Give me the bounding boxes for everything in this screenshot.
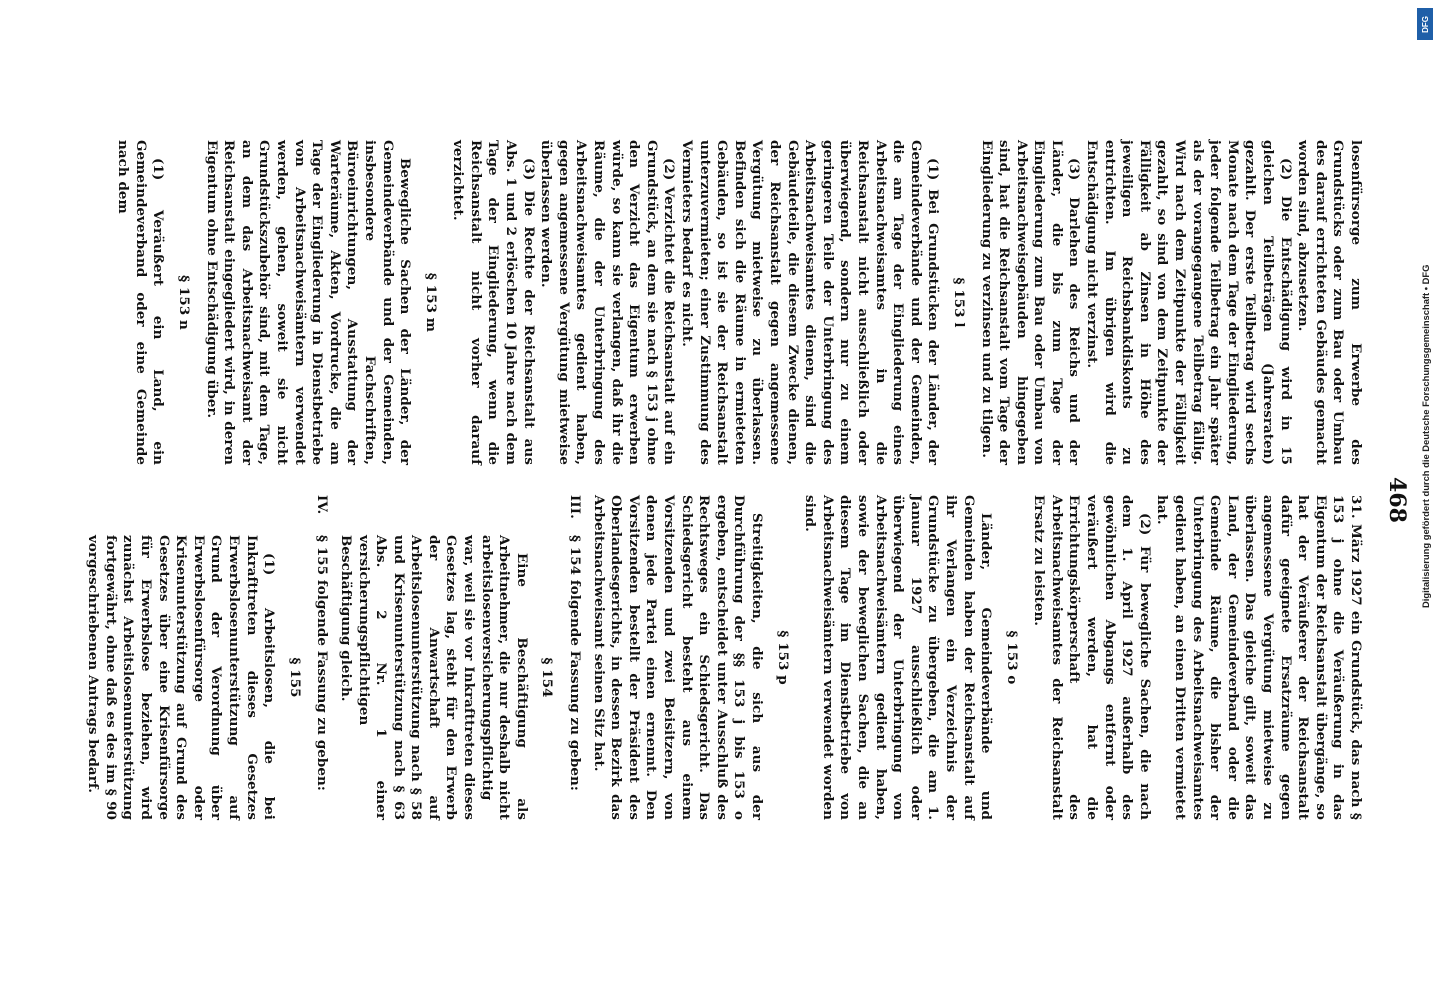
paragraph: (3) Darlehen des Reichs und der Länder, die bis zum Tage der Eingliederung zum Bau oder Umbau von Arbeitsnachweisgebäuden hingegeben sind, hat die Reichsanstalt vom Tage der Eingliederung zu verzinsen und zu tilgen. (978, 140, 1083, 465)
right-column (74, 495, 1364, 820)
paragraph: (1) Arbeitslosen, die bei Inkrafttreten dieses Gesetzes Erwerbslosenunterstützung auf Grund der Verordnung über Erwerbslosenfürsorge oder Krisenunterstützung auf Grund des Gesetzes über eine Krisenfürsorge für Erwerbslose beziehen, wird zunächst Arbeitslosenunterstützung fortgewährt, ohne daß es des im § 90 vorgeschriebenen Antrags bedarf. (85, 535, 278, 820)
paragraph: (3) Die Rechte der Reichsanstalt aus Abs. 1 und 2 erlöschen 10 Jahre nach dem Tage der Eingliederung, wenn die Reichsanstalt nicht vorher darauf verzichtet. (450, 140, 537, 465)
section-heading: § 153 m (422, 272, 439, 333)
digitization-note: Digitalisierung gefördert durch die Deutsche Forschungsgemeinschaft • DFG (1420, 264, 1431, 608)
item-number: III. (567, 495, 584, 519)
paragraph: (1) Veräußert ein Land, ein Gemeindeverband oder eine Gemeinde nach dem (115, 140, 167, 465)
section-heading: § 153 o (1003, 630, 1020, 685)
section-heading: § 153 l (950, 277, 967, 328)
section-heading: § 153 n (176, 275, 192, 330)
paragraph: Länder, Gemeindeverbände und Gemeinden haben der Reichsanstalt auf ihr Verlangen ein Verzeichnis der Grundstücke zu übergeben, die am 1. Januar 1927 ausschließlich oder überwiegend der Unterbringung von Arbeitsnachweisämtern gedient haben, sowie der beweglichen Sachen, die an diesem Tage im Dienstbetriebe von Arbeitsnachweisämtern verwendet worden sind. (802, 495, 995, 820)
paragraph: Streitigkeiten, die sich aus der Durchführung der §§ 153 j bis 153 o ergeben, entscheidet unter Ausschluß des Rechtsweges ein Schiedsgericht. Das Schiedsgericht besteht aus einem Vorsitzenden und zwei Beisitzern, von denen jede Partei einen ernennt. Den Vorsitzenden bestellt der Präsident des Oberlandesgerichts, in dessen Bezirk das Arbeitsnachweisamt seinen Sitz hat. (590, 495, 765, 820)
paragraph: losenfürsorge zum Erwerbe des Grundstücks oder zum Bau oder Umbau des darauf errichteten Gebäudes gemacht worden sind, abzusetzen. (1295, 140, 1364, 465)
section-heading: § 155 (286, 657, 303, 698)
section-heading: § 154 (539, 657, 556, 698)
paragraph: 31. März 1927 ein Grundstück, das nach § 153 j ohne die Veräußerung in das Eigentum der Reichsanstalt übergänge, so hat der Veräußerer der Reichsanstalt dafür geeignete Ersatzräume gegen angemessene Vergütung mietweise zu überlassen. Das gleiche gilt, soweit das Land, der Gemeindeverband oder die Gemeinde Räume, die bisher der Unterbringung des Arbeitsnachweisamtes gedient haben, an einen Dritten vermietet hat. (1154, 495, 1364, 820)
paragraph: Bewegliche Sachen der Länder, der Gemeindeverbände und der Gemeinden, insbesondere Fachschriften, Büroeinrichtungen, Ausstattung der Warteräume, Akten, Vordrucke, die am Tage der Eingliederung in Dienstbetriebe von Arbeitsnachweisämtern verwendet werden, gehen, soweit sie nicht Grundstückszubehör sind, mit dem Tage, an dem das Arbeitsnachweisamt der Reichsanstalt eingegliedert wird, in deren Eigentum ohne Entschädigung über. (203, 140, 414, 465)
paragraph: (1) Bei Grundstücken der Länder, der Gemeindeverbände und der Gemeinden, die am Tage der Eingliederung eines Arbeitsnachweisamtes in die Reichsanstalt nicht ausschließlich oder überwiegend, sondern nur zu einem geringeren Teile der Unterbringung des Arbeitsnachweisamtes dienen, sind die Gebäudeteile, die diesem Zwecke dienen, der Reichsanstalt gegen angemessene Vergütung mietweise zu überlassen. Befinden sich die Räume in ermieteten Gebäuden, so ist sie der Reichsanstalt unterzuvermieten; einer Zustimmung des Vermieters bedarf es nicht. (679, 140, 942, 465)
dfg-logo: DFG (1417, 8, 1433, 40)
paragraph: Eine Beschäftigung als Arbeitnehmer, die nur deshalb nicht arbeitslosenversicherungspflichtig war, weil sie vor Inkrafttreten dieses Gesetzes lag, steht für den Erwerb der Anwartschaft auf Arbeitslosenunterstützung nach § 58 und Krisenunterstützung nach § 63 Abs. 2 Nr. 1 einer versicherungspflichtigen Beschäftigung gleich. (337, 535, 530, 820)
paragraph: (2) Die Entschädigung wird in 15 gleichen Teilbeträgen (Jahresraten) gezahlt. Der erste Teilbetrag wird sechs Monate nach dem Tage der Eingliederung, jeder folgende Teilbetrag ein Jahr später als der vorangegangene Teilbetrag fällig. Wird nach dem Zeitpunkte der Fälligkeit gezahlt, so sind von dem Zeitpunkte der Fälligkeit ab Zinsen in Höhe des jeweiligen Reichsbankdiskonts zu entrichten. Im übrigen wird die Entschädigung nicht verzinst. (1084, 140, 1294, 465)
item-text: § 155 folgende Fassung zu geben: (314, 535, 331, 791)
page-number: 468 (1384, 477, 1410, 523)
paragraph: (2) Für bewegliche Sachen, die nach dem 1. April 1927 außerhalb des gewöhnlichen Abgangs entfernt oder veräußert werden, hat die Errichtungskörperschaft des Arbeitsnachweisamtes der Reichsanstalt Ersatz zu leisten. (1031, 495, 1153, 820)
item-number: IV. (314, 495, 331, 515)
amendment-item-iii (336, 495, 583, 820)
item-text: § 154 folgende Fassung zu geben: (567, 535, 584, 791)
left-column (74, 140, 1364, 465)
paragraph: (2) Verzichtet die Reichsanstalt auf ein Grundstück, an dem sie nach § 153 j ohne den Verzicht das Eigentum erwerben würde, so kann sie verlangen, daß ihr die Räume, die der Unterbringung des Arbeitsnachweisamtes gedient haben, gegen angemessene Vergütung mietweise überlassen werden. (538, 140, 678, 465)
amendment-item-iv (84, 495, 331, 820)
section-heading: § 153 p (774, 630, 791, 685)
